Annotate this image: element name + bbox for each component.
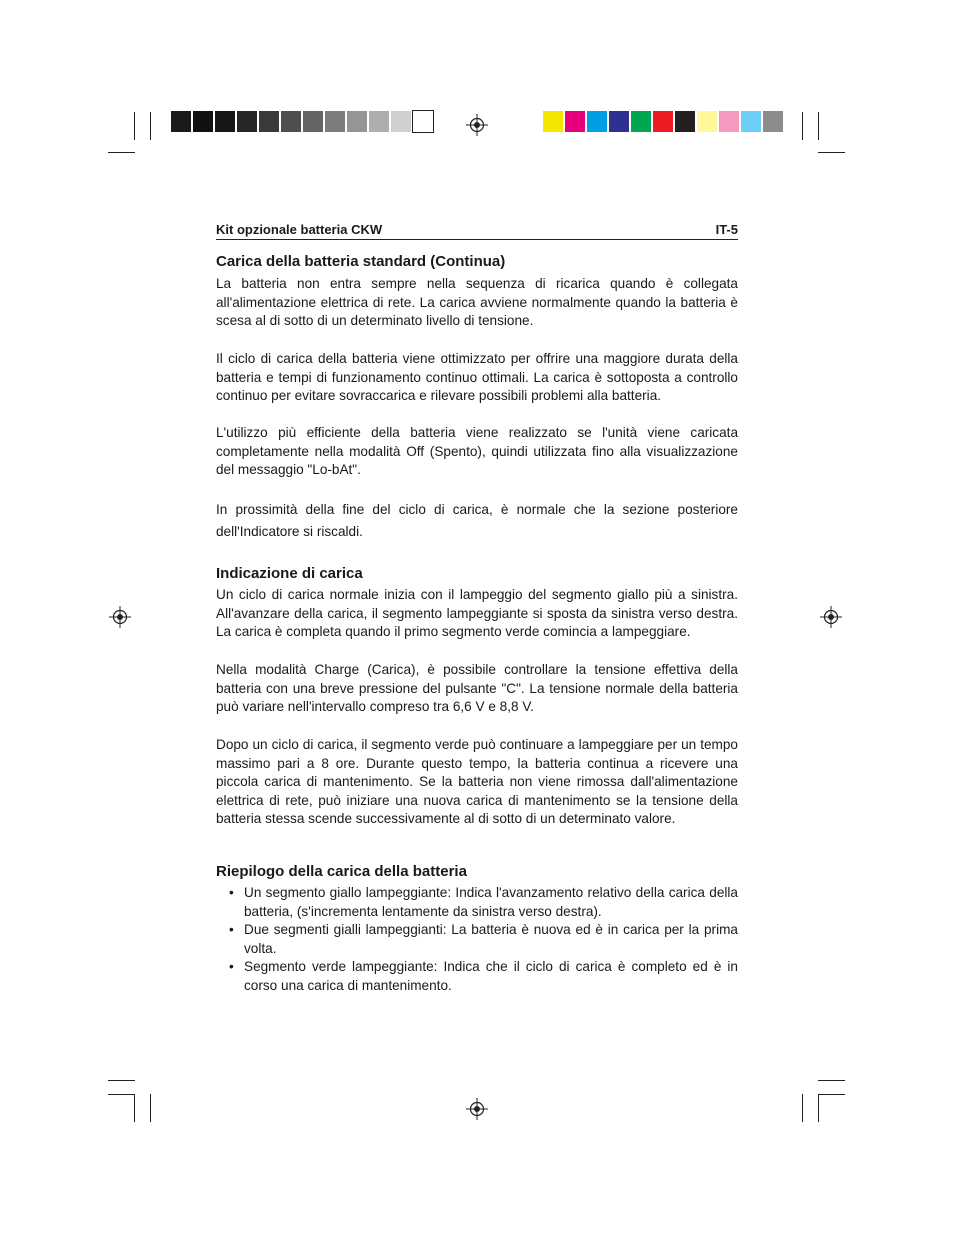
crop-mark — [802, 1094, 803, 1122]
calibration-swatch — [653, 111, 673, 132]
crop-mark — [134, 1094, 135, 1122]
crosshair-registration-icon — [820, 606, 842, 628]
page-number: IT-5 — [715, 222, 738, 237]
crop-mark — [108, 1094, 135, 1095]
paragraph: Un ciclo di carica normale inizia con il lampeggio del segmento giallo più a sinistra. All'avanzare della carica, il segmento lampeggiante si sposta da sinistra verso destra. La carica è completa quando il primo segmento verde comincia a lampeggiare. — [216, 587, 738, 640]
paragraph: In prossimità della fine del ciclo di carica, è normale che la sezione posteriore dell'Indicatore si riscaldi. — [216, 502, 738, 539]
calibration-swatch — [171, 111, 191, 132]
calibration-swatch — [675, 111, 695, 132]
calibration-swatch — [413, 111, 433, 132]
calibration-swatch — [303, 111, 323, 132]
calibration-swatch — [587, 111, 607, 132]
crop-mark — [818, 112, 819, 140]
crop-mark — [150, 1094, 151, 1122]
list-item: • Due segmenti gialli lampeggianti: La batteria è nuova ed è in carica per la prima volta. — [216, 921, 738, 958]
calibration-swatch — [631, 111, 651, 132]
calibration-swatch — [193, 111, 213, 132]
list-item: • Segmento verde lampeggiante: Indica che il ciclo di carica è completo ed è in corso una carica di mantenimento. — [216, 958, 738, 995]
calibration-swatch — [325, 111, 345, 132]
calibration-swatch — [347, 111, 367, 132]
calibration-swatch — [369, 111, 389, 132]
crop-mark — [818, 1080, 845, 1081]
crop-mark — [818, 152, 845, 153]
paragraph: Dopo un ciclo di carica, il segmento verde può continuare a lampeggiare per un tempo massimo pari a 8 ore. Durante questo tempo, la batteria continua a ricevere una piccola carica di mantenimento. Se la batteria non viene rimossa dall'alimentazione elettrica di rete, può iniziare una nuova carica di mantenimento se la tensione della batteria stessa scende successivamente al di sotto di un determinato valore. — [216, 737, 738, 827]
crop-mark — [802, 112, 803, 140]
paragraph: Il ciclo di carica della batteria viene ottimizzato per offrire una maggiore durata della batteria e tempi di funzionamento continuo ottimali. La carica è sottoposta a controllo continuo per evitare sovraccarica e rilevare possibili problemi alla batteria. — [216, 351, 738, 404]
calibration-swatch — [719, 111, 739, 132]
calibration-swatch — [391, 111, 411, 132]
bullet-list — [216, 884, 738, 996]
paragraph: Nella modalità Charge (Carica), è possibile controllare la tensione effettiva della batteria con una breve pressione del pulsante "C". La tensione normale della batteria può variare nell'intervallo compreso tra 6,6 V e 8,8 V. — [216, 662, 738, 715]
crop-mark — [818, 1094, 819, 1122]
calibration-swatch — [281, 111, 301, 132]
crop-mark — [134, 112, 135, 140]
calibration-swatch — [609, 111, 629, 132]
calibration-swatch — [565, 111, 585, 132]
crop-mark — [150, 112, 151, 140]
section-title: Riepilogo della carica della batteria — [216, 863, 467, 880]
gray-calibration-bar — [171, 111, 435, 132]
crop-mark — [818, 1094, 845, 1095]
calibration-swatch — [697, 111, 717, 132]
crop-mark — [108, 1080, 135, 1081]
crosshair-registration-icon — [109, 606, 131, 628]
section-title: Indicazione di carica — [216, 565, 363, 582]
calibration-swatch — [763, 111, 783, 132]
calibration-swatch — [741, 111, 761, 132]
header-title: Kit opzionale batteria CKW — [216, 222, 383, 237]
paragraph: L'utilizzo più efficiente della batteria viene realizzato se l'unità viene caricata completamente nella modalità Off (Spento), quindi utilizzata fino alla visualizzazione del messaggio "Lo-bAt". — [216, 425, 738, 478]
calibration-swatch — [215, 111, 235, 132]
calibration-swatch — [259, 111, 279, 132]
calibration-swatch — [543, 111, 563, 132]
crop-mark — [108, 152, 135, 153]
crosshair-registration-icon — [466, 114, 488, 136]
list-item: • Un segmento giallo lampeggiante: Indica l'avanzamento relativo della carica della batteria, (s'incrementa lentamente da sinistra verso destra). — [216, 884, 738, 921]
paragraph: La batteria non entra sempre nella sequenza di ricarica quando è collegata all'alimentazione elettrica di rete. La carica avviene normalmente quando la batteria è scesa al di sotto di un determinato livello di tensione. — [216, 276, 738, 329]
color-calibration-bar — [543, 111, 785, 132]
crosshair-registration-icon — [466, 1098, 488, 1120]
calibration-swatch — [237, 111, 257, 132]
section-title: Carica della batteria standard (Continua) — [216, 253, 506, 270]
running-header — [216, 221, 738, 240]
